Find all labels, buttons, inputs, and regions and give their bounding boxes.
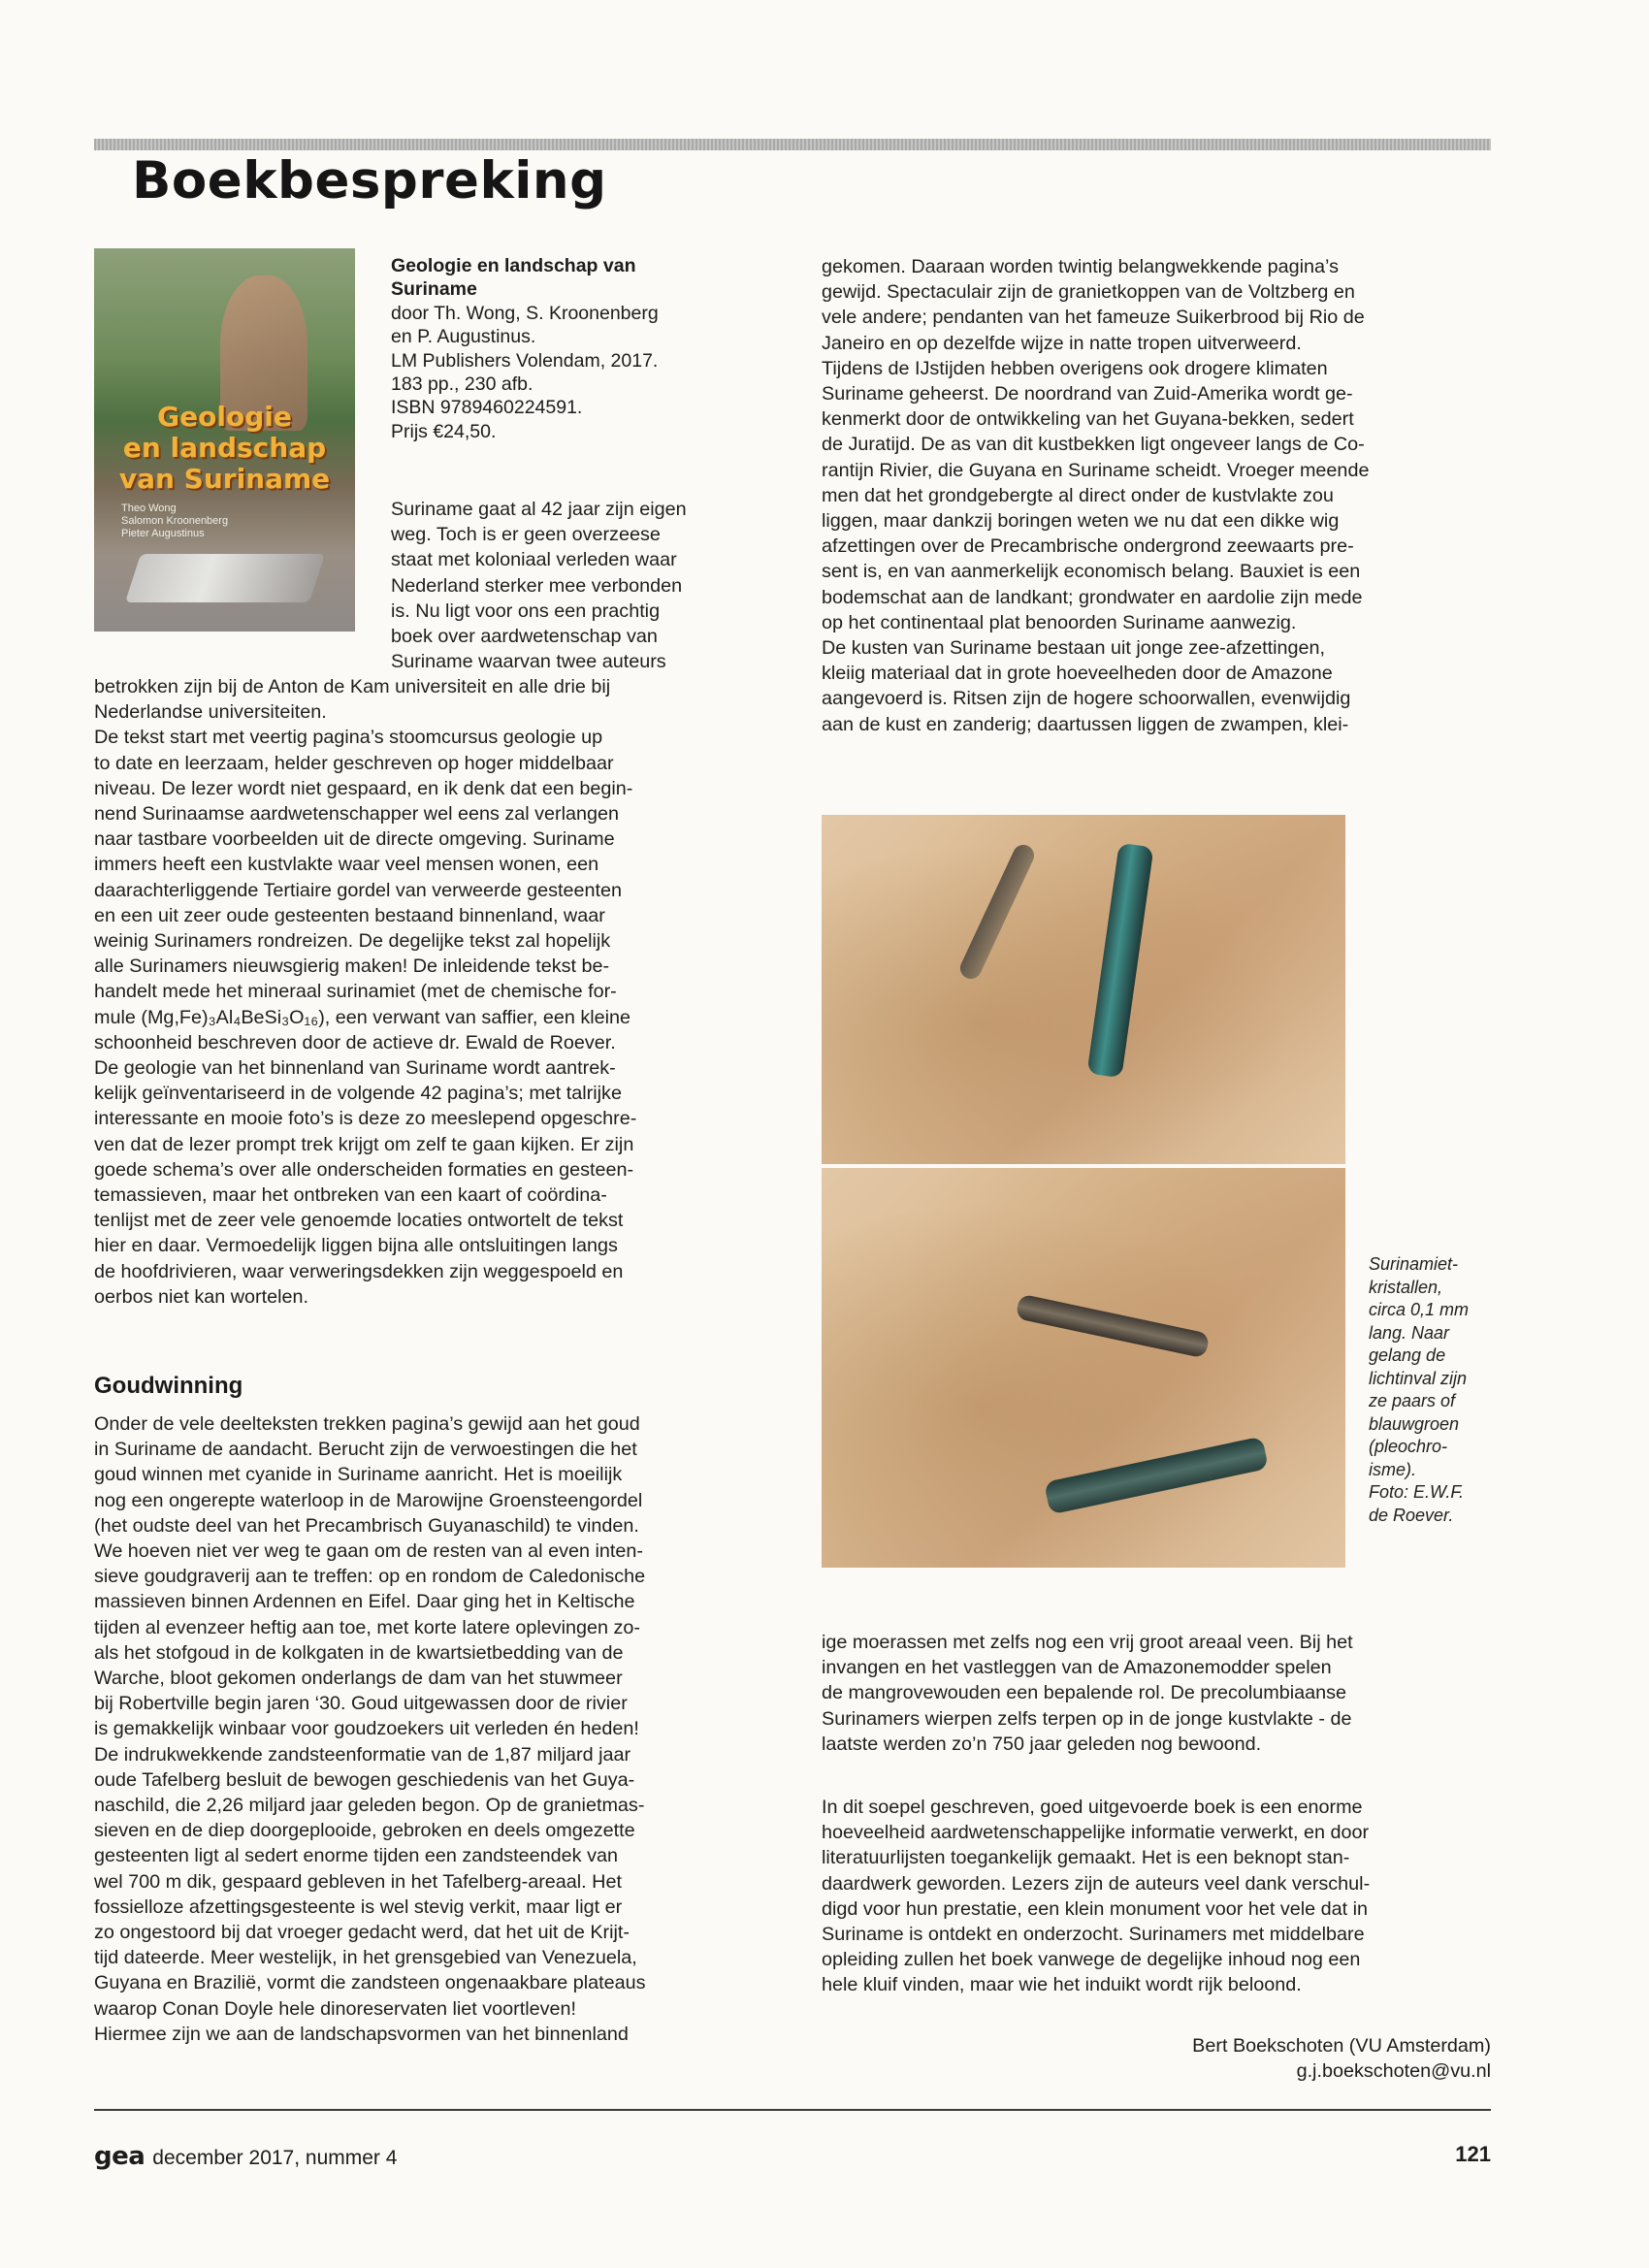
text-line: goud winnen met cyanide in Suriname aanricht. Het is moeilijk xyxy=(94,1464,623,1486)
text-line: Tijdens de IJstijden hebben overigens ook drogere klimaten xyxy=(822,357,1328,379)
text-line: daardwerk geworden. Lezers zijn de auteurs veel dank verschul- xyxy=(822,1872,1371,1895)
text-line: aan de kust en zanderig; daartussen liggen de zwampen, klei- xyxy=(822,713,1349,735)
footer-issue xyxy=(94,2142,397,2171)
crystal-shape xyxy=(1086,843,1153,1079)
crystal-shape xyxy=(956,841,1037,982)
text-line: In dit soepel geschreven, goed uitgevoerde boek is een enorme xyxy=(822,1797,1363,1818)
text-line: sieven en de diep doorgeplooide, gebroken en deels omgezette xyxy=(94,1820,635,1842)
text-line: bodemschat aan de landkant; grondwater en aardolie zijn mede xyxy=(822,586,1363,608)
text-line: Nederlandse universiteiten. xyxy=(94,701,327,724)
text-line: waarop Conan Doyle hele dinoreservaten liet voortleven! xyxy=(94,1997,577,2020)
text-line: naar tastbare voorbeelden uit de directe omgeving. Suriname xyxy=(94,828,615,851)
text-line: staat met koloniaal verleden waar xyxy=(391,549,677,571)
text-line: temassieven, maar het ontbreken van een kaart of coördina- xyxy=(94,1184,607,1207)
author-name: Bert Boekschoten (VU Amsterdam) xyxy=(1192,2035,1491,2057)
text-line: de Juratijd. De as van dit kustbekken ligt ongeveer langs de Co- xyxy=(822,434,1365,456)
page-number: 121 xyxy=(1455,2142,1491,2166)
text-line: kelijk geïnventariseerd in de volgende 42 pagina’s; met talrijke xyxy=(94,1083,622,1105)
crystal-shape xyxy=(1044,1436,1269,1514)
text-line: de mangrovewouden een bepalende rol. De precolumbiaanse xyxy=(822,1682,1347,1704)
text-line: gesteenten ligt al sedert enorme tijden een zandsteendek van xyxy=(94,1845,618,1867)
text-line: betrokken zijn bij de Anton de Kam universiteit en alle drie bij xyxy=(94,676,611,697)
book-title-line: Geologie en landschap van xyxy=(391,255,636,276)
text-line: gekomen. Daaraan worden twintig belangwekkende pagina’s xyxy=(822,256,1339,277)
author-email: g.j.boekschoten@vu.nl xyxy=(1296,2060,1491,2083)
surinamite-photo-top xyxy=(822,815,1345,1164)
text-line: Nederland sterker mee verbonden xyxy=(391,574,683,597)
book-info xyxy=(391,254,769,443)
text-line: tijden al evenzeer heftig aan toe, met korte latere oplevingen zo- xyxy=(94,1616,641,1638)
conclusion xyxy=(822,1795,1370,1998)
text-line: Janeiro en op dezelfde wijze in natte tropen uitverweerd. xyxy=(822,332,1302,354)
text-line: handelt mede het mineraal surinamiet (met de chemische for- xyxy=(94,981,617,1003)
text-line: als het stofgoud in de kolkgaten in de kwartsietbedding van de xyxy=(94,1641,624,1664)
book-detail: 183 pp., 230 afb. xyxy=(391,373,534,396)
text-line: tijd dateerde. Meer westelijk, in het grensgebied van Venezuela, xyxy=(94,1947,637,1969)
left-body xyxy=(94,674,636,1310)
text-line: alle Surinamers nieuwsgierig maken! De inleidende tekst be- xyxy=(94,956,610,978)
text-line: naschild, die 2,26 miljard jaar geleden begon. Op de granietmas- xyxy=(94,1795,645,1817)
book-detail: LM Publishers Volendam, 2017. xyxy=(391,349,659,372)
text-line: sent is, en van aanmerkelijk economisch belang. Bauxiet is een xyxy=(822,561,1361,583)
book-title-line: Suriname xyxy=(391,278,477,301)
book-detail: Prijs €24,50. xyxy=(391,420,497,442)
text-line: De indrukwekkende zandsteenformatie van de 1,87 miljard jaar xyxy=(94,1743,631,1766)
text-line: Suriname geheerst. De noordrand van Zuid-Amerika wordt ge- xyxy=(822,383,1353,405)
text-line: immers heeft een kustvlakte waar veel mensen wonen, een xyxy=(94,854,599,876)
text-line: men dat het grondgebergte al direct onder de kustvlakte zou xyxy=(822,484,1334,506)
text-line: goede schema’s over alle onderscheiden formaties en gesteen- xyxy=(94,1158,634,1181)
intro-narrow xyxy=(391,497,687,674)
footer-rule xyxy=(94,2109,1491,2111)
text-line: weg. Toch is er geen overzeese xyxy=(391,524,661,546)
text-line: vele andere; pendanten van het fameuze Suikerbrood bij Rio de xyxy=(822,307,1365,329)
text-line: is gemakkelijk winbaar voor goudzoekers uit verleden én heden! xyxy=(94,1718,639,1740)
text-line: niveau. De lezer wordt niet gespaard, en ik denk dat een begin- xyxy=(94,777,633,799)
text-line: boek over aardwetenschap van xyxy=(391,626,658,648)
text-line: zo ongestoord bij dat vroeger gedacht werd, dat het uit de Krijt- xyxy=(94,1922,630,1944)
surinamite-photo-bottom xyxy=(822,1168,1345,1568)
issue-text: december 2017, nummer 4 xyxy=(152,2147,398,2169)
text-line: hoeveelheid aardwetenschappelijke informatie verwerkt, en door xyxy=(822,1822,1370,1844)
text-line: Warche, bloot gekomen onderlangs de dam van het stuwmeer xyxy=(94,1668,623,1690)
text-line: op het continentaal plat benoorden Suriname aanwezig. xyxy=(822,611,1297,633)
author-signature xyxy=(1192,2033,1491,2084)
text-line: de hoofdrivieren, waar verweringsdekken zijn weggespoeld en xyxy=(94,1260,624,1282)
text-line: Hiermee zijn we aan de landschapsvormen van het binnenland xyxy=(94,2023,629,2045)
text-line: oerbos niet kan wortelen. xyxy=(94,1285,309,1308)
text-line: ven dat de lezer prompt trek krijgt om zelf te gaan kijken. Er zijn xyxy=(94,1133,634,1155)
book-detail: ISBN 9789460224591. xyxy=(391,397,583,419)
cover-title: Geologie en landschap van Suriname xyxy=(118,401,331,495)
section-title: Boekbespreking xyxy=(132,151,607,211)
book-detail: door Th. Wong, S. Kroonenberg xyxy=(391,302,659,324)
text-line: is. Nu ligt voor ons een prachtig xyxy=(391,599,661,622)
text-line: aangevoerd is. Ritsen zijn de hogere schoorwallen, evenwijdig xyxy=(822,688,1351,710)
text-line: hier en daar. Vermoedelijk liggen bijna alle ontsluitingen langs xyxy=(94,1235,618,1257)
text-line: en een uit zeer oude gesteenten bestaand binnenland, waar xyxy=(94,904,605,926)
text-line: De kusten van Suriname bestaan uit jonge zee-afzettingen, xyxy=(822,637,1326,660)
book-cover-image xyxy=(94,248,355,632)
text-line: De tekst start met veertig pagina’s stoomcursus geologie up xyxy=(94,727,603,749)
cover-mineral-illustration xyxy=(125,554,325,602)
text-line: Guyana en Brazilië, vormt die zandsteen ongenaakbare plateaus xyxy=(94,1972,646,1994)
text-line: liggen, maar dankzij boringen weten we nu dat een dikke wig xyxy=(822,510,1340,533)
crystal-shape xyxy=(1015,1293,1210,1358)
text-line: Onder de vele deelteksten trekken pagina’s gewijd aan het goud xyxy=(94,1413,640,1435)
right-top xyxy=(822,254,1369,737)
text-line: hele kluif vinden, maar wie het induikt wordt rijk beloond. xyxy=(822,1974,1302,1996)
top-rule xyxy=(94,139,1491,150)
text-line: Surinamers wierpen zelfs terpen op in de jonge kustvlakte - de xyxy=(822,1707,1352,1730)
text-line: interessante en mooie foto’s is deze zo meeslepend opgeschre- xyxy=(94,1108,637,1130)
text-line: daarachterliggende Tertiaire gordel van verweerde gesteenten xyxy=(94,879,622,901)
text-line: ige moerassen met zelfs nog een vrij groot areaal veen. Bij het xyxy=(822,1632,1353,1653)
photo-caption: Surinamiet- kristallen, circa 0,1 mm lang. Naar gelang de lichtinval zijn ze paars of blauwgroen (pleochro- isme). Foto: E.W.F. de Roever. xyxy=(1369,1254,1470,1525)
text-line: oude Tafelberg besluit de bewogen geschiedenis van het Guya- xyxy=(94,1768,635,1791)
gea-logo: gea xyxy=(94,2142,146,2171)
text-line: digd voor hun prestatie, een klein monument voor het vele dat in xyxy=(822,1897,1369,1920)
text-line: fossielloze afzettingsgesteente is wel stevig verkit, maar ligt er xyxy=(94,1895,623,1918)
text-line: opleiding zullen het boek vanwege de degelijke inhoud nog een xyxy=(822,1949,1361,1971)
text-line: We hoeven niet ver weg te gaan om de resten van al even inten- xyxy=(94,1540,643,1563)
right-bottom xyxy=(822,1630,1353,1757)
text-line: weinig Surinamers rondreizen. De degelijke tekst zal hopelijk xyxy=(94,930,611,953)
text-line: tenlijst met de zeer vele genoemde locaties ontwortelt de tekst xyxy=(94,1210,624,1232)
text-line: afzettingen over de Precambrische ondergrond zeewaarts pre- xyxy=(822,535,1354,558)
text-line: kenmerkt door de ontwikkeling van het Guyana-bekken, sedert xyxy=(822,408,1354,431)
text-line: wel 700 m dik, gespaard gebleven in het Tafelberg-areaal. Het xyxy=(94,1870,622,1893)
text-line: rantijn Rivier, die Guyana en Suriname scheidt. Vroeger meende xyxy=(822,459,1370,481)
text-line: (het oudste deel van het Precambrisch Guyanaschild) te vinden. xyxy=(94,1514,639,1537)
text-line: gewijd. Spectaculair zijn de granietkoppen van de Voltzberg en xyxy=(822,281,1355,304)
text-line: schoonheid beschreven door de actieve dr. Ewald de Roever. xyxy=(94,1031,616,1053)
text-line: nog een ongerepte waterloop in de Marowijne Groensteengordel xyxy=(94,1489,643,1511)
text-line: Suriname gaat al 42 jaar zijn eigen xyxy=(391,499,687,520)
text-line: massieven binnen Ardennen en Eifel. Daar ging het in Keltische xyxy=(94,1591,635,1613)
text-line: nend Surinaamse aardwetenschapper wel eens zal verlangen xyxy=(94,803,620,826)
text-line: bij Robertville begin jaren ‘30. Goud uitgewassen door de rivier xyxy=(94,1693,628,1715)
text-line: kleiig materiaal dat in grote hoeveelheden door de Amazone xyxy=(822,663,1333,685)
text-line: Suriname waarvan twee auteurs xyxy=(391,651,666,673)
gold-section xyxy=(94,1411,646,2047)
text-line: literatuurlijsten toegankelijk gemaakt. Het is een beknopt stan- xyxy=(822,1847,1350,1869)
text-line: in Suriname de aandacht. Berucht zijn de verwoestingen die het xyxy=(94,1439,637,1461)
subheading-goudwinning: Goudwinning xyxy=(94,1373,243,1399)
text-line: De geologie van het binnenland van Suriname wordt aantrek- xyxy=(94,1057,616,1080)
text-line: laatste werden zo’n 750 jaar geleden nog bewoond. xyxy=(822,1733,1262,1755)
text-line: sieve goudgraverij aan te treffen: op en rondom de Caledonische xyxy=(94,1566,646,1588)
text-line: to date en leerzaam, helder geschreven op hoger middelbaar xyxy=(94,752,614,774)
text-line: invangen en het vastleggen van de Amazonemodder spelen xyxy=(822,1657,1332,1679)
text-line: Suriname is ontdekt en onderzocht. Surinamers met middelbare xyxy=(822,1924,1365,1946)
text-line: mule (Mg,Fe)₃Al₄BeSi₃O₁₆), een verwant van saffier, een kleine xyxy=(94,1006,631,1028)
book-detail: en P. Augustinus. xyxy=(391,326,536,348)
cover-authors: Theo Wong Salomon Kroonenberg Pieter Augustinus xyxy=(121,502,229,539)
